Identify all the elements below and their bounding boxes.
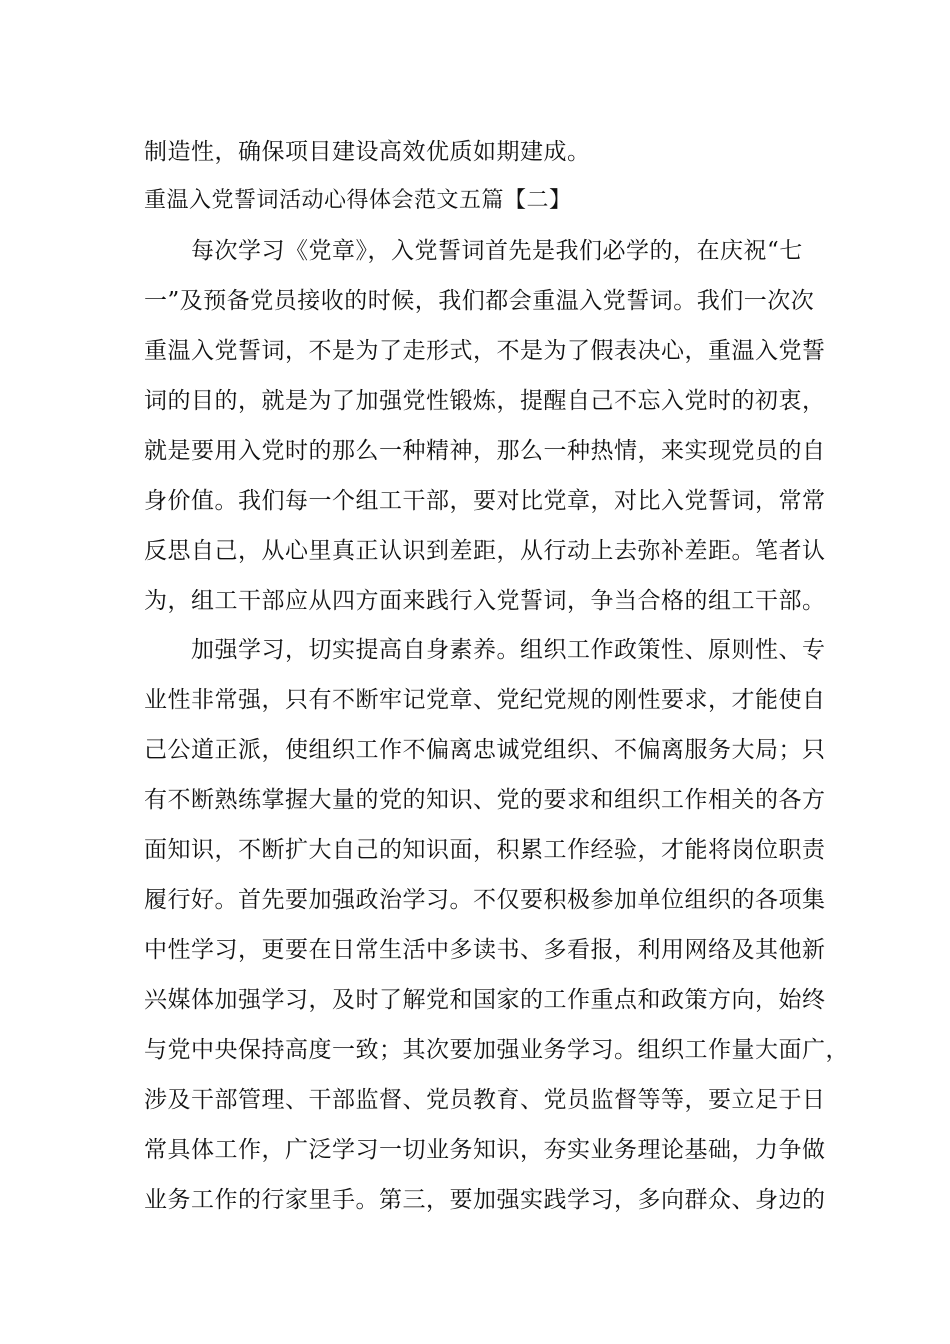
text-line: 履行好。首先要加强政治学习。不仅要积极参加单位组织的各项集: [144, 887, 826, 913]
text-line: 重温入党誓词，不是为了走形式，不是为了假表决心，重温入党誓: [144, 338, 826, 364]
text-line: 制造性，确保项目建设高效优质如期建成。: [144, 139, 591, 165]
text-line: 兴媒体加强学习，及时了解党和国家的工作重点和政策方向，始终: [144, 987, 826, 1013]
text-line: 就是要用入党时的那么一种精神，那么一种热情，来实现党员的自: [144, 438, 826, 464]
text-line: 业性非常强，只有不断牢记党章、党纪党规的刚性要求，才能使自: [144, 687, 826, 713]
text-line: 词的目的，就是为了加强党性锻炼，提醒自己不忘入党时的初衷，: [144, 388, 826, 414]
section-heading: 重温入党誓词活动心得体会范文五篇【二】: [144, 188, 572, 213]
text-line: 一”及预备党员接收的时候，我们都会重温入党誓词。我们一次次: [144, 288, 815, 314]
paragraph-first-line: 每次学习《党章》，入党誓词首先是我们必学的，在庆祝“七: [191, 238, 803, 264]
text-line: 己公道正派，使组织工作不偏离忠诚党组织、不偏离服务大局；只: [144, 737, 826, 763]
text-line: 有不断熟练掌握大量的党的知识、党的要求和组织工作相关的各方: [144, 787, 826, 813]
text-line: 与党中央保持高度一致；其次要加强业务学习。组织工作量大面广，: [144, 1037, 849, 1063]
text-line: 常具体工作，广泛学习一切业务知识，夯实业务理论基础，力争做: [144, 1137, 826, 1163]
text-line: 反思自己，从心里真正认识到差距，从行动上去弥补差距。笔者认: [144, 538, 826, 564]
text-line: 涉及干部管理、干部监督、党员教育、党员监督等等，要立足于日: [144, 1087, 826, 1113]
text-line: 身价值。我们每一个组工干部，要对比党章，对比入党誓词，常常: [144, 488, 826, 514]
text-line: 业务工作的行家里手。第三，要加强实践学习，多向群众、身边的: [144, 1187, 826, 1213]
text-line: 面知识，不断扩大自己的知识面，积累工作经验，才能将岗位职责: [144, 837, 826, 863]
text-line: 中性学习，更要在日常生活中多读书、多看报，利用网络及其他新: [144, 937, 826, 963]
paragraph-first-line: 加强学习，切实提高自身素养。组织工作政策性、原则性、专: [191, 637, 826, 663]
text-line: 为，组工干部应从四方面来践行入党誓词，争当合格的组工干部。: [144, 588, 826, 614]
